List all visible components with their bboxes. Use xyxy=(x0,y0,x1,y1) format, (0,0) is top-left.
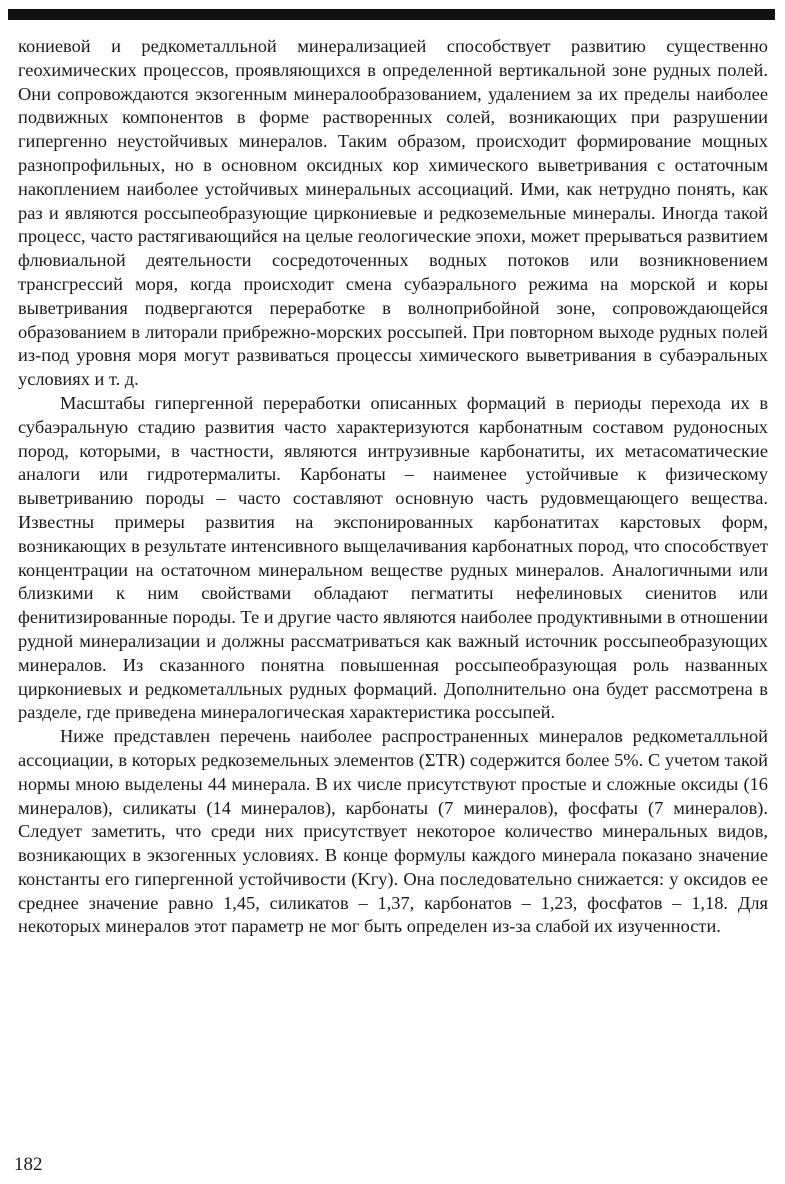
header-rule xyxy=(8,9,775,20)
page-body xyxy=(18,35,768,939)
paragraph-1: кониевой и редкометалльной минерализацией способствует развитию существенно геохимических процессов, проявляющихся в определенной вертикальной зоне рудных полей. Они сопровождаются экзогенным минералообразованием, удалением за их пределы наиболее подвижных компонентов в форме растворенных солей, возникающих при разрушении гипергенно неустойчивых минералов. Таким образом, происходит формирование мощных разнопрофильных, но в основном оксидных кор химического выветривания с остаточным накоплением наиболее устойчивых минеральных ассоциаций. Ими, как нетрудно понять, как раз и являются россыпеобразующие циркониевые и редкоземельные минералы. Иногда такой процесс, часто растягивающийся на целые геологические эпохи, может прерываться развитием флювиальной деятельности сосредоточенных водных потоков или возникновением трансгрессий моря, когда происходит смена субаэрального режима на морской и коры выветривания подвергаются переработке в волноприбойной зоне, сопровождающейся образованием в литорали прибрежно-морских россыпей. При повторном выходе рудных полей из-под уровня моря могут развиваться процессы химического выветривания в субаэральных условиях и т. д. xyxy=(18,36,768,390)
paragraph-2: Масштабы гипергенной переработки описанных формаций в периоды перехода их в субаэральную стадию развития часто характеризуются карбонатным составом рудоносных пород, которыми, в частности, являются интрузивные карбонатиты, их метасоматические аналоги или гидротермалиты. Карбонаты – наименее устойчивые к физическому выветриванию породы – часто составляют основную часть рудовмещающего вещества. Известны примеры развития на экспонированных карбонатитах карстовых форм, возникающих в результате интенсивного выщелачивания карбонатных пород, что способствует концентрации на остаточном минеральном веществе рудных минералов. Аналогичными или близкими к ним свойствами обладают пегматиты нефелиновых сиенитов или фенитизированные породы. Те и другие часто являются наиболее продуктивными в отношении рудной минерализации и должны рассматриваться как важный источник россыпеобразующих минералов. Из сказанного понятна повышенная россыпеобразующая роль названных циркониевых и редкометалльных рудных формаций. Дополнительно она будет рассмотрена в разделе, где приведена минералогическая характеристика россыпей. xyxy=(18,392,768,723)
page-number: 182 xyxy=(14,1154,43,1175)
paragraph-3: Ниже представлен перечень наиболее распространенных минералов редкометалльной ассоциации, в которых редкоземельных элементов (ΣTR) содержится более 5%. С учетом такой нормы мною выделены 44 минерала. В их числе присутствуют простые и сложные оксиды (16 минералов), силикаты (14 минералов), карбонаты (7 минералов), фосфаты (7 минералов). Следует заметить, что среди них присутствует некоторое количество минеральных видов, возникающих в экзогенных условиях. В конце формулы каждого минерала показано значение константы его гипергенной устойчивости (Kгу). Она последовательно снижается: у оксидов ее среднее значение равно 1,45, силикатов – 1,37, карбонатов – 1,23, фосфатов – 1,18. Для некоторых минералов этот параметр не мог быть определен из-за слабой их изученности. xyxy=(18,726,768,937)
